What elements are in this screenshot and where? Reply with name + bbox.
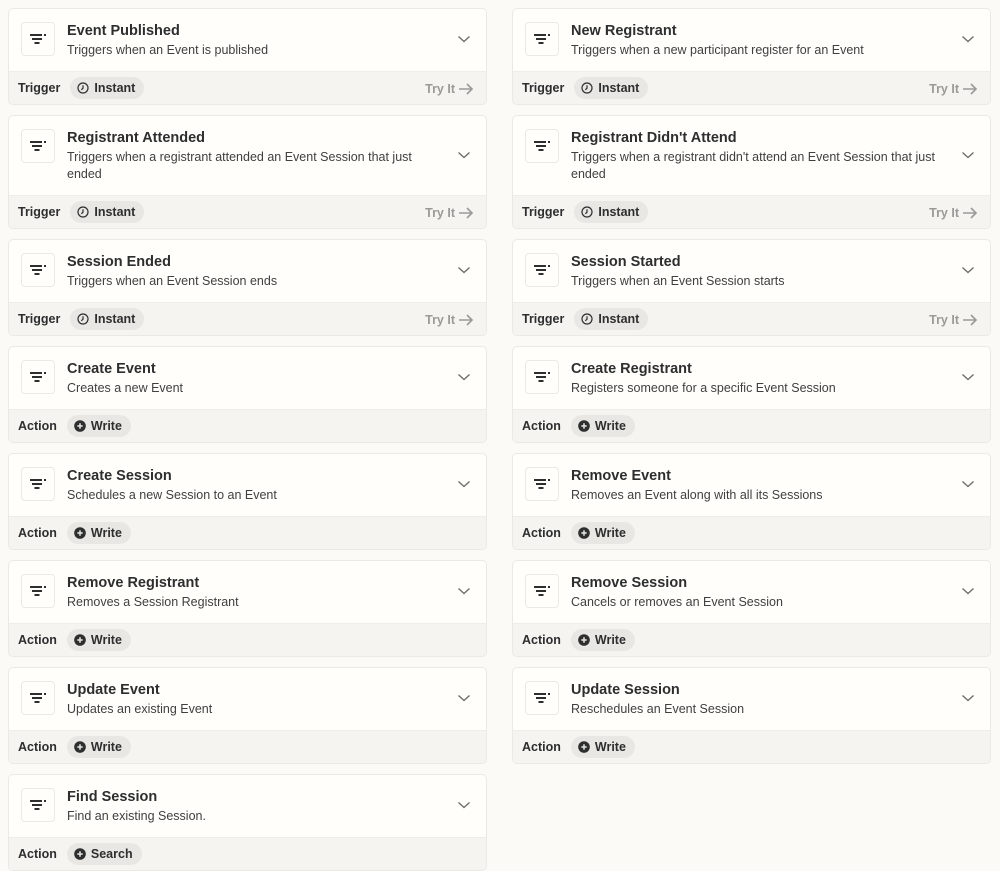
card-kind-label: Trigger: [522, 312, 565, 326]
try-it-link[interactable]: [929, 303, 978, 336]
card-type-badge: [70, 308, 144, 330]
card-title: Create Event: [67, 361, 156, 377]
card-type-badge: [571, 629, 635, 651]
card-type-badge: [67, 843, 142, 865]
chevron-down-icon[interactable]: [456, 583, 472, 599]
card-description: Triggers when a new participant register for an Event: [571, 43, 864, 57]
app-logo-icon: [525, 574, 559, 608]
card-header-toggle[interactable]: [513, 561, 990, 623]
chevron-down-icon[interactable]: [456, 476, 472, 492]
trigger-action-card: [8, 774, 487, 871]
trigger-action-card: [8, 8, 487, 105]
clock-icon: [77, 82, 89, 94]
try-it-label: Try It: [425, 205, 455, 220]
badge-label: Write: [90, 526, 122, 540]
badge-label: Write: [90, 740, 122, 754]
app-logo-icon: [21, 360, 55, 394]
badge-label: Instant: [598, 205, 640, 219]
card-header-toggle[interactable]: [9, 9, 486, 71]
card-header-toggle[interactable]: [513, 347, 990, 409]
card-kind-label: Action: [18, 419, 57, 433]
card-title: Create Session: [67, 468, 172, 484]
card-header-toggle[interactable]: [513, 454, 990, 516]
plus-circle-icon: [578, 634, 590, 646]
card-header-toggle[interactable]: [513, 9, 990, 71]
card-footer: [513, 195, 990, 228]
card-header-toggle[interactable]: [9, 561, 486, 623]
card-kind-label: Action: [18, 633, 57, 647]
card-footer: [513, 623, 990, 656]
card-description: Triggers when an Event is published: [67, 43, 269, 57]
app-logo-icon: [525, 467, 559, 501]
card-title: Update Event: [67, 682, 160, 698]
badge-label: Instant: [598, 81, 640, 95]
plus-circle-icon: [74, 848, 86, 860]
trigger-action-card: [8, 453, 487, 550]
card-description: Triggers when an Event Session starts: [571, 274, 785, 288]
trigger-action-card: [512, 115, 991, 229]
plus-circle-icon: [74, 634, 86, 646]
card-kind-label: Action: [18, 847, 57, 861]
try-it-label: Try It: [929, 205, 959, 220]
arrow-right-icon: [458, 314, 474, 326]
card-title: New Registrant: [571, 23, 677, 39]
card-header-toggle[interactable]: [513, 116, 990, 195]
card-kind-label: Trigger: [18, 205, 61, 219]
card-type-badge: [571, 736, 635, 758]
arrow-right-icon: [962, 314, 978, 326]
chevron-down-icon[interactable]: [960, 583, 976, 599]
badge-label: Write: [90, 419, 122, 433]
badge-label: Instant: [94, 205, 136, 219]
card-title: Remove Registrant: [67, 575, 200, 591]
card-type-badge: [571, 415, 635, 437]
card-footer: [9, 195, 486, 228]
app-logo-icon: [21, 574, 55, 608]
card-kind-label: Action: [522, 419, 561, 433]
card-type-badge: [67, 415, 131, 437]
card-description: Removes a Session Registrant: [67, 595, 239, 609]
clock-icon: [581, 313, 593, 325]
chevron-down-icon[interactable]: [456, 147, 472, 163]
card-description: Triggers when a registrant attended an Event Session that just ended: [67, 150, 412, 181]
card-header-toggle[interactable]: [513, 668, 990, 730]
card-footer: [9, 730, 486, 763]
app-logo-icon: [21, 467, 55, 501]
card-title: Update Session: [571, 682, 680, 698]
card-header-toggle[interactable]: [513, 240, 990, 302]
card-kind-label: Trigger: [18, 312, 61, 326]
card-footer: [9, 516, 486, 549]
card-title: Session Started: [571, 254, 681, 270]
card-description: Updates an existing Event: [67, 702, 213, 716]
card-footer: [9, 837, 486, 870]
card-description: Schedules a new Session to an Event: [67, 488, 277, 502]
card-kind-label: Trigger: [522, 205, 565, 219]
badge-label: Search: [90, 847, 133, 861]
card-footer: [9, 302, 486, 335]
chevron-down-icon[interactable]: [456, 262, 472, 278]
card-kind-label: Trigger: [18, 81, 61, 95]
badge-label: Instant: [598, 312, 640, 326]
card-header-toggle[interactable]: [9, 775, 486, 837]
chevron-down-icon[interactable]: [456, 369, 472, 385]
card-kind-label: Action: [18, 526, 57, 540]
app-logo-icon: [525, 360, 559, 394]
app-logo-icon: [525, 681, 559, 715]
badge-label: Instant: [94, 81, 136, 95]
card-description: Removes an Event along with all its Sessions: [571, 488, 823, 502]
card-title: Remove Event: [571, 468, 671, 484]
app-logo-icon: [21, 22, 55, 56]
chevron-down-icon[interactable]: [456, 690, 472, 706]
app-logo-icon: [525, 22, 559, 56]
chevron-down-icon[interactable]: [456, 797, 472, 813]
clock-icon: [581, 206, 593, 218]
card-type-badge: [70, 77, 144, 99]
card-type-badge: [574, 308, 648, 330]
triggers-actions-grid: [8, 8, 992, 871]
try-it-link[interactable]: [425, 303, 474, 336]
badge-label: Instant: [94, 312, 136, 326]
plus-circle-icon: [74, 741, 86, 753]
chevron-down-icon[interactable]: [960, 476, 976, 492]
card-kind-label: Action: [18, 740, 57, 754]
badge-label: Write: [594, 633, 626, 647]
card-title: Find Session: [67, 789, 158, 805]
clock-icon: [77, 313, 89, 325]
card-description: Find an existing Session.: [67, 809, 206, 823]
chevron-down-icon[interactable]: [960, 690, 976, 706]
app-logo-icon: [21, 788, 55, 822]
card-type-badge: [70, 201, 144, 223]
clock-icon: [77, 206, 89, 218]
trigger-action-card: [512, 560, 991, 657]
try-it-link[interactable]: [425, 196, 474, 229]
try-it-link[interactable]: [929, 196, 978, 229]
card-type-badge: [574, 77, 648, 99]
chevron-down-icon[interactable]: [960, 262, 976, 278]
card-description: Triggers when an Event Session ends: [67, 274, 278, 288]
chevron-down-icon[interactable]: [960, 369, 976, 385]
plus-circle-icon: [578, 420, 590, 432]
card-type-badge: [67, 629, 131, 651]
trigger-action-card: [512, 239, 991, 336]
arrow-right-icon: [962, 83, 978, 95]
card-footer: [513, 71, 990, 104]
card-title: Event Published: [67, 23, 180, 39]
try-it-link[interactable]: [425, 72, 474, 105]
trigger-action-card: [8, 560, 487, 657]
plus-circle-icon: [578, 741, 590, 753]
app-logo-icon: [21, 681, 55, 715]
card-description: Reschedules an Event Session: [571, 702, 745, 716]
badge-label: Write: [594, 419, 626, 433]
app-logo-icon: [21, 253, 55, 287]
card-header-toggle[interactable]: [9, 240, 486, 302]
card-footer: [513, 302, 990, 335]
plus-circle-icon: [578, 527, 590, 539]
trigger-action-card: [512, 346, 991, 443]
card-footer: [9, 409, 486, 442]
trigger-action-card: [8, 667, 487, 764]
card-header-toggle[interactable]: [9, 454, 486, 516]
card-kind-label: Action: [522, 740, 561, 754]
chevron-down-icon[interactable]: [960, 31, 976, 47]
card-title: Registrant Didn't Attend: [571, 130, 737, 146]
badge-label: Write: [594, 526, 626, 540]
trigger-action-card: [512, 667, 991, 764]
try-it-label: Try It: [425, 81, 455, 96]
badge-label: Write: [90, 633, 122, 647]
card-footer: [9, 71, 486, 104]
card-footer: [9, 623, 486, 656]
arrow-right-icon: [458, 207, 474, 219]
card-title: Remove Session: [571, 575, 688, 591]
card-description: Cancels or removes an Event Session: [571, 595, 783, 609]
card-kind-label: Action: [522, 526, 561, 540]
card-footer: [513, 516, 990, 549]
trigger-action-card: [512, 453, 991, 550]
chevron-down-icon[interactable]: [960, 147, 976, 163]
card-type-badge: [571, 522, 635, 544]
card-header-toggle[interactable]: [9, 347, 486, 409]
card-kind-label: Trigger: [522, 81, 565, 95]
card-header-toggle[interactable]: [9, 668, 486, 730]
card-footer: [513, 730, 990, 763]
card-title: Registrant Attended: [67, 130, 206, 146]
app-logo-icon: [21, 129, 55, 163]
card-type-badge: [67, 522, 131, 544]
chevron-down-icon[interactable]: [456, 31, 472, 47]
trigger-action-card: [8, 239, 487, 336]
card-header-toggle[interactable]: [9, 116, 486, 195]
arrow-right-icon: [458, 83, 474, 95]
try-it-label: Try It: [929, 312, 959, 327]
plus-circle-icon: [74, 527, 86, 539]
try-it-label: Try It: [425, 312, 455, 327]
card-description: Registers someone for a specific Event Session: [571, 381, 836, 395]
card-title: Session Ended: [67, 254, 171, 270]
card-type-badge: [67, 736, 131, 758]
clock-icon: [581, 82, 593, 94]
plus-circle-icon: [74, 420, 86, 432]
card-description: Creates a new Event: [67, 381, 184, 395]
try-it-label: Try It: [929, 81, 959, 96]
app-logo-icon: [525, 129, 559, 163]
trigger-action-card: [8, 115, 487, 229]
card-description: Triggers when a registrant didn't attend an Event Session that just ended: [571, 150, 935, 181]
try-it-link[interactable]: [929, 72, 978, 105]
badge-label: Write: [594, 740, 626, 754]
card-kind-label: Action: [522, 633, 561, 647]
card-footer: [513, 409, 990, 442]
card-title: Create Registrant: [571, 361, 692, 377]
card-type-badge: [574, 201, 648, 223]
trigger-action-card: [8, 346, 487, 443]
app-logo-icon: [525, 253, 559, 287]
trigger-action-card: [512, 8, 991, 105]
arrow-right-icon: [962, 207, 978, 219]
